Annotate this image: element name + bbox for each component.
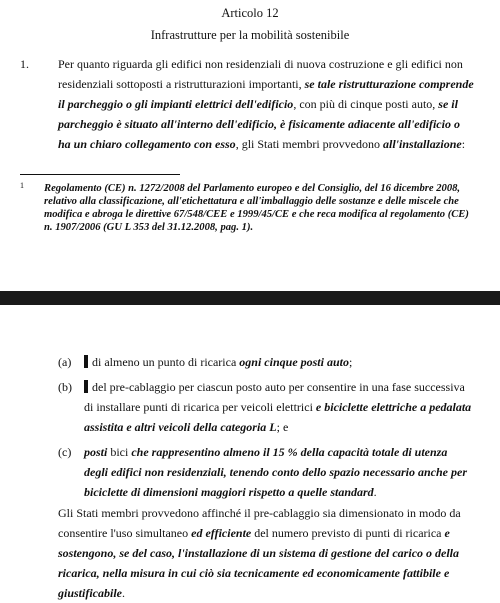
item-a-end: ;: [348, 355, 353, 369]
change-marker: [84, 355, 88, 368]
item-c-text: bici: [107, 445, 132, 459]
closing-text-1: Gli Stati membri provvedono affinché il pre-cablaggio sia dimensionato in modo da consentire l'uso simultaneo: [58, 506, 461, 540]
item-a: [84, 352, 474, 372]
item-b-label: (b): [58, 380, 72, 394]
paragraph-1: [58, 54, 474, 154]
item-b-end: ; e: [276, 420, 289, 434]
para1-amendment-1: se tale ristrutturazione comprende il parcheggio o gli impianti elettrici dell'edificio: [58, 77, 474, 111]
item-a-label: (a): [58, 355, 72, 369]
item-c-label: (c): [58, 445, 72, 459]
closing-text-2: del numero previsto di punti di ricarica: [251, 526, 445, 540]
page-break-band: [0, 291, 500, 305]
para1-amendment-2: se il parcheggio è situato all'interno dell'edificio, è fisicamente adiacente all'edificio o ha un chiaro collegamento con esso: [58, 97, 460, 151]
item-a-amendment: ogni cinque posti auto: [239, 355, 349, 369]
change-marker: [84, 380, 88, 393]
paragraph-number: 1.: [20, 57, 29, 71]
article-heading: Infrastrutture per la mobilità sostenibile: [150, 28, 350, 42]
item-b: [84, 377, 474, 437]
item-c-end: .: [373, 485, 377, 499]
para1-text-4: :: [461, 137, 466, 151]
para1-text-1: Per quanto riguarda gli edifici non residenziali di nuova costruzione e gli edifici non residenziali sottoposti a ristrutturazioni importanti,: [58, 57, 463, 91]
article-number: Articolo 12: [221, 6, 279, 20]
closing-end: .: [122, 586, 125, 600]
para1-amendment-3: all'installazione: [383, 137, 462, 151]
item-a-text: di almeno un punto di ricarica: [92, 355, 240, 369]
footnote-text: Regolamento (CE) n. 1272/2008 del Parlamento europeo e del Consiglio, del 16 dicembre 2008, relativo alla classificazione, all'etichettatura e all'imballaggio delle sostanze e delle miscele che modifica e abroga le direttive 67/548/CEE e 1999/45/CE e che reca modifica al regolamento (CE) n. 1907/2006 (GU L 353 del 31.12.2008, pag. 1).: [44, 183, 469, 233]
item-b-amendment: e biciclette elettriche a pedalata assistita e altri veicoli della categoria L: [84, 400, 472, 434]
para1-text-3: , gli Stati membri provvedono: [235, 137, 384, 151]
footnote-number: 1: [20, 181, 24, 190]
item-b-text: del pre-cablaggio per ciascun posto auto per consentire in una fase successiva di installare punti di ricarica per veicoli elettrici: [84, 380, 465, 414]
item-c-amendment-2: che rappresentino almeno il 15 % della capacità totale di utenza degli edifici non residenziali, tenendo conto dello spazio necessario anche per biciclette di dimensioni maggiori rispetto a quelle standard: [84, 445, 467, 499]
closing-amendment-2: e sostengono, se del caso, l'installazione di un sistema di gestione del carico o della ricarica, nella misura in cui ciò sia tecnicamente ed economicamente fattibile e giustificabile: [58, 526, 460, 600]
item-c-amendment-1: posti: [84, 445, 108, 459]
item-c: [84, 442, 474, 502]
para1-text-2: , con più di cinque posti auto,: [293, 97, 439, 111]
closing-paragraph: [58, 503, 474, 603]
footnote-separator: [20, 174, 180, 175]
closing-amendment-1: ed efficiente: [191, 526, 252, 540]
